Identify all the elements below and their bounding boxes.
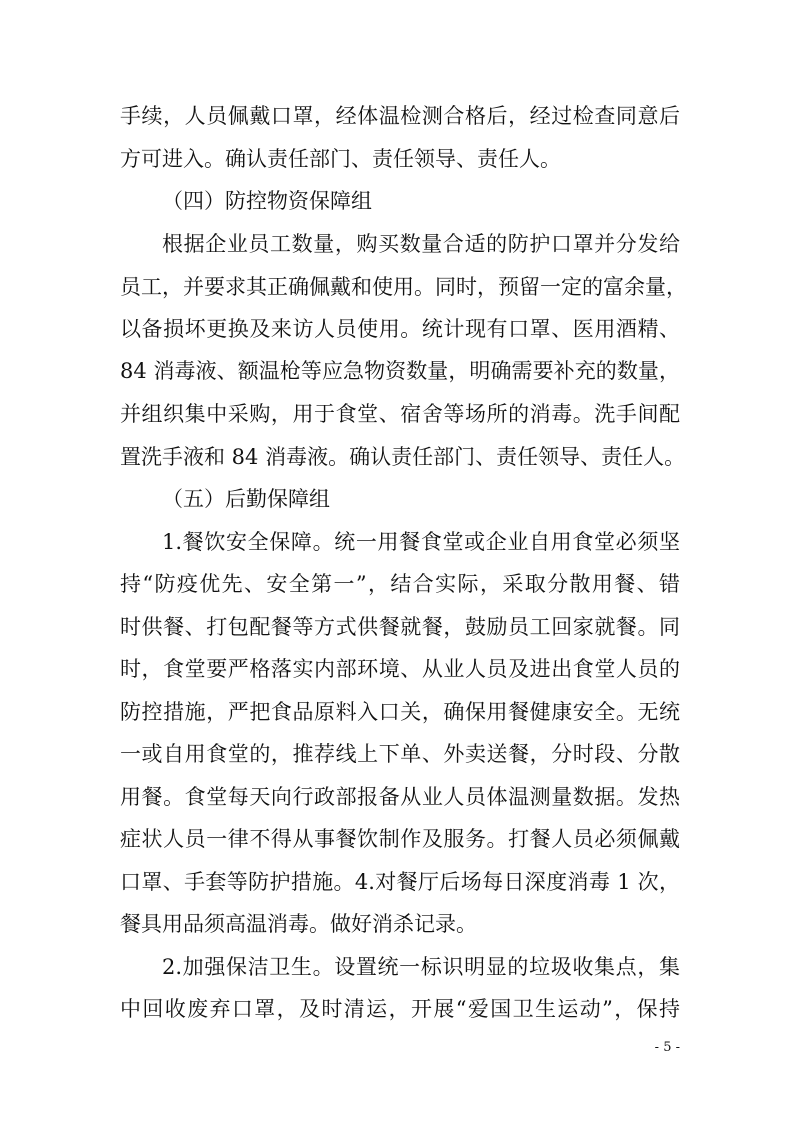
text-line: 一或自用食堂的，推荐线上下单、外卖送餐，分时段、分散	[120, 742, 680, 766]
page-number: - 5 -	[654, 1040, 680, 1055]
text-line: 时，食堂要严格落实内部环境、从业人员及进出食堂人员的	[120, 657, 680, 681]
text-line: 员工，并要求其正确佩戴和使用。同时，预留一定的富余量，	[120, 275, 687, 299]
section-heading: （四）防控物资保障组	[162, 189, 372, 213]
text-line: 口罩、手套等防护措施。4.对餐厅后场每日深度消毒 1 次，	[120, 870, 680, 894]
text-line: 2.加强保洁卫生。设置统一标识明显的垃圾收集点，集	[162, 955, 680, 979]
text-line: 根据企业员工数量，购买数量合适的防护口罩并分发给	[162, 232, 680, 256]
text-line: 1.餐饮安全保障。统一用餐食堂或企业自用食堂必须坚	[162, 530, 680, 554]
text-line: 症状人员一律不得从事餐饮制作及服务。打餐人员必须佩戴	[120, 827, 680, 851]
text-line: 方可进入。确认责任部门、责任领导、责任人。	[120, 147, 561, 171]
text-line: 中回收废弃口罩，及时清运，开展“爱国卫生运动”，保持	[120, 997, 680, 1021]
text-line: 以备损坏更换及来访人员使用。统计现有口罩、医用酒精、	[120, 317, 680, 341]
text-line: 置洗手液和 84 消毒液。确认责任部门、责任领导、责任人。	[120, 445, 686, 469]
text-line: 防控措施，严把食品原料入口关，确保用餐健康安全。无统	[120, 700, 680, 724]
text-line: 手续，人员佩戴口罩，经体温检测合格后，经过检查同意后	[120, 104, 680, 128]
text-line: 持“防疫优先、安全第一”，结合实际，采取分散用餐、错	[120, 572, 680, 596]
text-line: 用餐。食堂每天向行政部报备从业人员体温测量数据。发热	[120, 785, 680, 809]
text-line: 时供餐、打包配餐等方式供餐就餐，鼓励员工回家就餐。同	[120, 615, 680, 639]
text-line: 并组织集中采购，用于食堂、宿舍等场所的消毒。洗手间配	[120, 402, 680, 426]
section-heading: （五）后勤保障组	[162, 487, 330, 511]
text-line: 84 消毒液、额温枪等应急物资数量，明确需要补充的数量，	[120, 359, 680, 383]
text-line: 餐具用品须高温消毒。做好消杀记录。	[120, 912, 477, 936]
